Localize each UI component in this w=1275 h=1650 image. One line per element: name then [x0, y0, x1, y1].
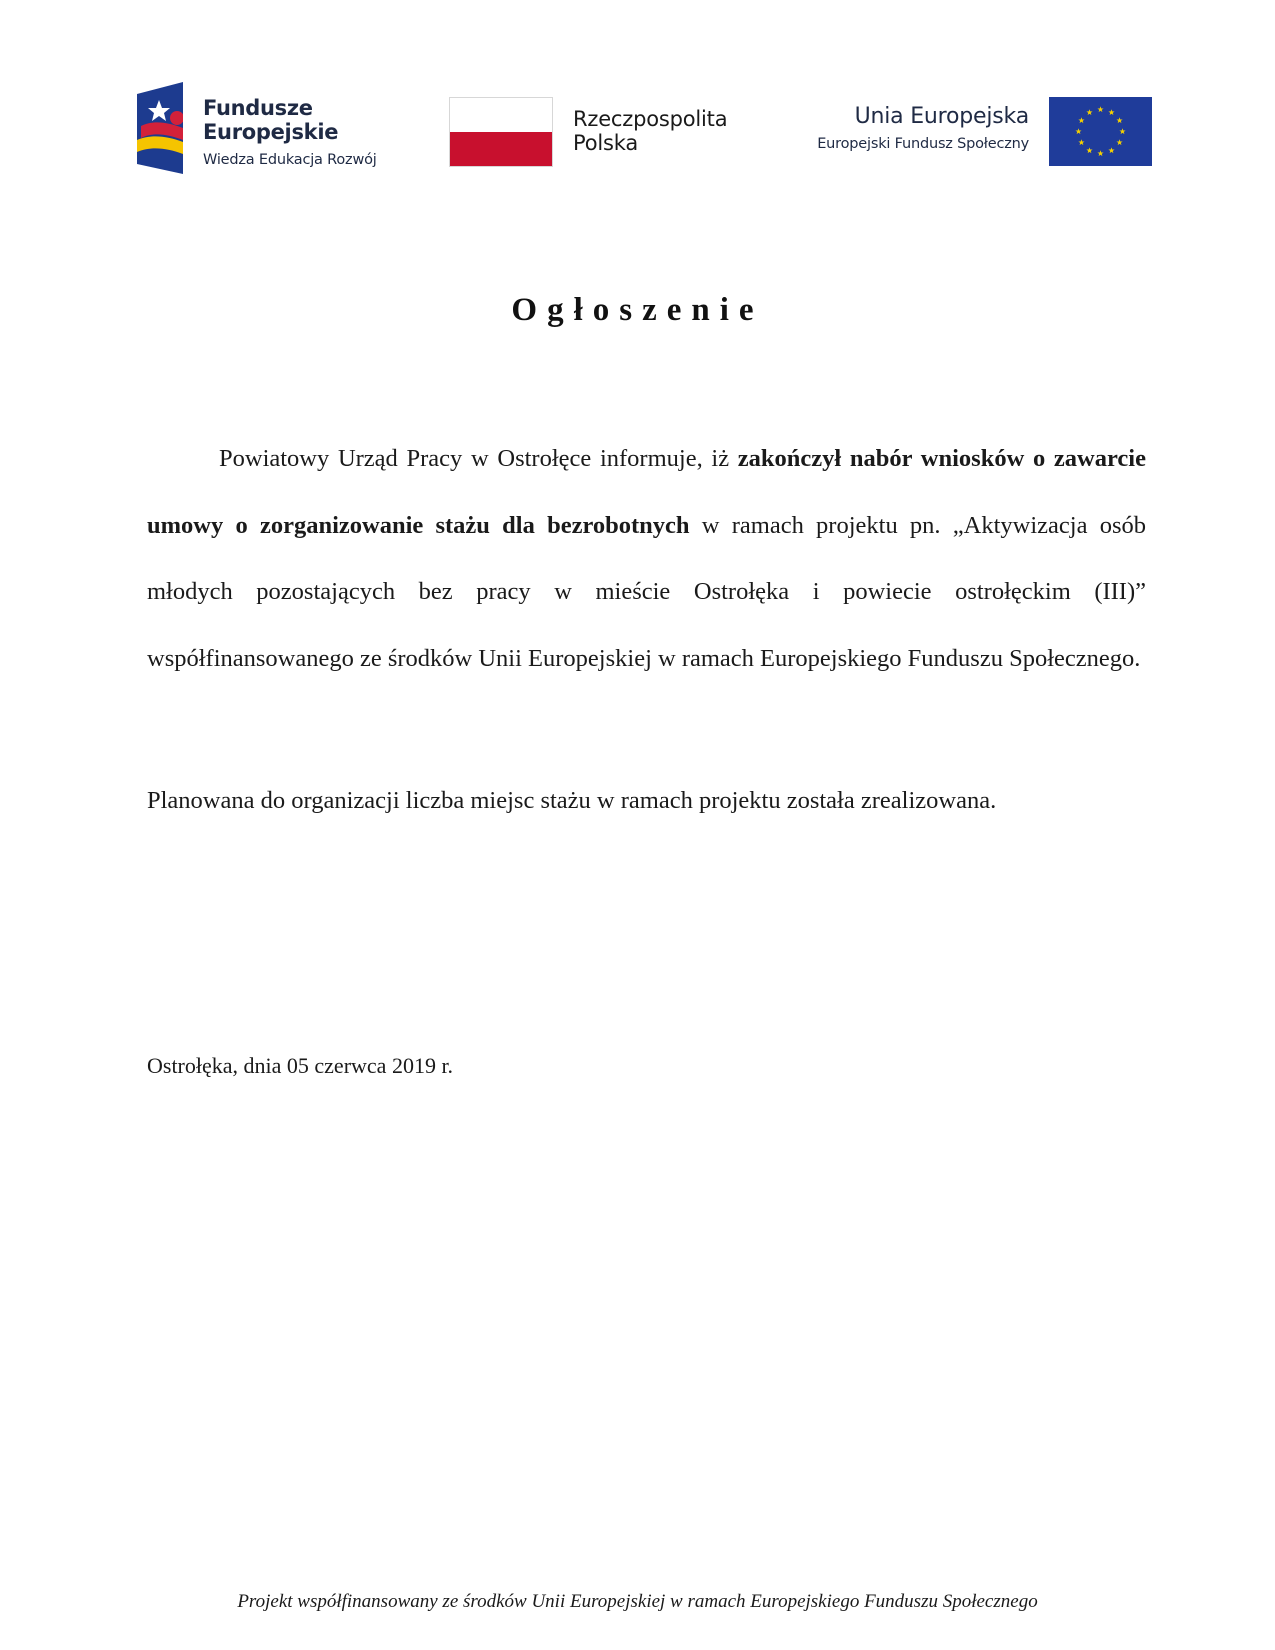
- fe-title-line2: Europejskie: [203, 120, 339, 144]
- date-place-line: Ostrołęka, dnia 05 czerwca 2019 r.: [147, 1053, 454, 1078]
- announcement-paragraph: [147, 426, 1146, 692]
- flag-white-band: [450, 98, 552, 132]
- status-paragraph: Planowana do organizacji liczba miejsc stażu w ramach projektu została zrealizowana.: [147, 787, 997, 814]
- footer-note: Projekt współfinansowany ze środków Unii Europejskiej w ramach Europejskiego Funduszu Społecznego: [237, 1591, 1038, 1612]
- paragraph-intro: Powiatowy Urząd Pracy w Ostrołęce informuje, iż: [219, 445, 738, 472]
- ue-fund-name: Europejski Fundusz Społeczny: [817, 136, 1029, 152]
- flag-red-band: [450, 132, 552, 166]
- document-title: Ogłoszenie: [511, 292, 764, 328]
- fe-title-line1: Fundusze: [203, 96, 313, 120]
- fundusze-europejskie-mark-icon: [137, 82, 183, 174]
- ue-title: Unia Europejska: [854, 104, 1029, 129]
- fundusze-europejskie-text: [203, 96, 377, 171]
- eu-flag-icon: [1049, 97, 1152, 166]
- rp-line1: Rzeczpospolita: [573, 107, 728, 131]
- rzeczpospolita-polska-text: [573, 107, 727, 155]
- logo-bar: [0, 0, 1275, 200]
- polish-flag-icon: [449, 97, 553, 167]
- rp-line2: Polska: [573, 131, 638, 155]
- paragraph-rest: w ramach projektu pn. „Aktywizacja osób młodych pozostających bez pracy w mieście Ostrołęka i powiecie ostrołęckim (III)” współfinansowanego ze środków Unii Europejskiej w ramach Europejskiego Funduszu Społecznego.: [147, 511, 1146, 672]
- unia-europejska-text: [817, 104, 1029, 155]
- fe-program-name: Wiedza Edukacja Rozwój: [203, 152, 377, 168]
- paragraph-bold-statement: zakończył nabór wniosków o zawarcie umowy o zorganizowanie stażu dla bezrobotnych: [147, 445, 1146, 539]
